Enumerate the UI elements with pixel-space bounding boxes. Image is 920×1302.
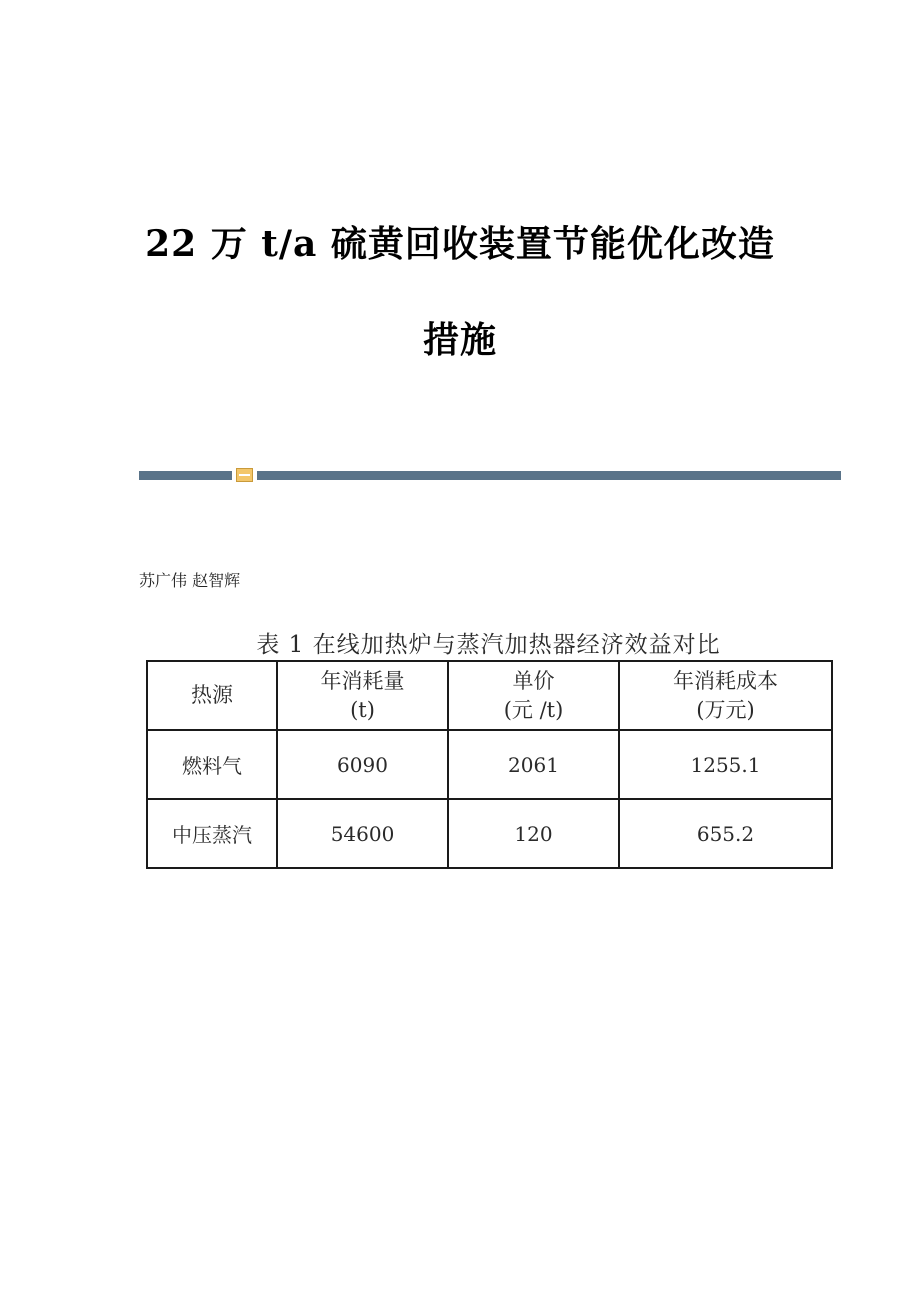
header-label: 热源: [191, 683, 233, 707]
document-title-line-2: 措施: [422, 319, 497, 361]
row-price: 2061: [448, 730, 619, 799]
header-unit: (万元): [696, 697, 755, 722]
header-label: 单价: [512, 668, 555, 693]
table-header-row: [147, 661, 832, 730]
row-consumption: 6090: [277, 730, 448, 799]
header-label: 年消耗成本: [673, 668, 778, 693]
table-row: [147, 730, 832, 799]
header-unit: (元 /t): [503, 697, 564, 722]
row-price: 120: [448, 799, 619, 868]
comparison-table: [146, 660, 833, 869]
header-cell-source: [147, 661, 277, 730]
header-unit: (t): [350, 697, 375, 722]
row-cost: 1255.1: [619, 730, 832, 799]
author-names: 苏广伟 赵智辉: [139, 571, 241, 590]
table-caption: 表 1 在线加热炉与蒸汽加热器经济效益对比: [256, 632, 721, 658]
row-consumption: 54600: [277, 799, 448, 868]
header-cell-cost: [619, 661, 832, 730]
row-source: 燃料气: [147, 730, 277, 799]
row-cost: 655.2: [619, 799, 832, 868]
header-cell-price: [448, 661, 619, 730]
table-row: [147, 799, 832, 868]
row-source: 中压蒸汽: [147, 799, 277, 868]
document-title-line-1: 22 万 t/a 硫黄回收装置节能优化改造: [145, 223, 775, 265]
divider-badge-icon: [236, 468, 253, 482]
header-cell-consumption: [277, 661, 448, 730]
header-label: 年消耗量: [320, 668, 405, 693]
title-divider-right: [257, 471, 841, 480]
title-divider-left: [139, 471, 232, 480]
